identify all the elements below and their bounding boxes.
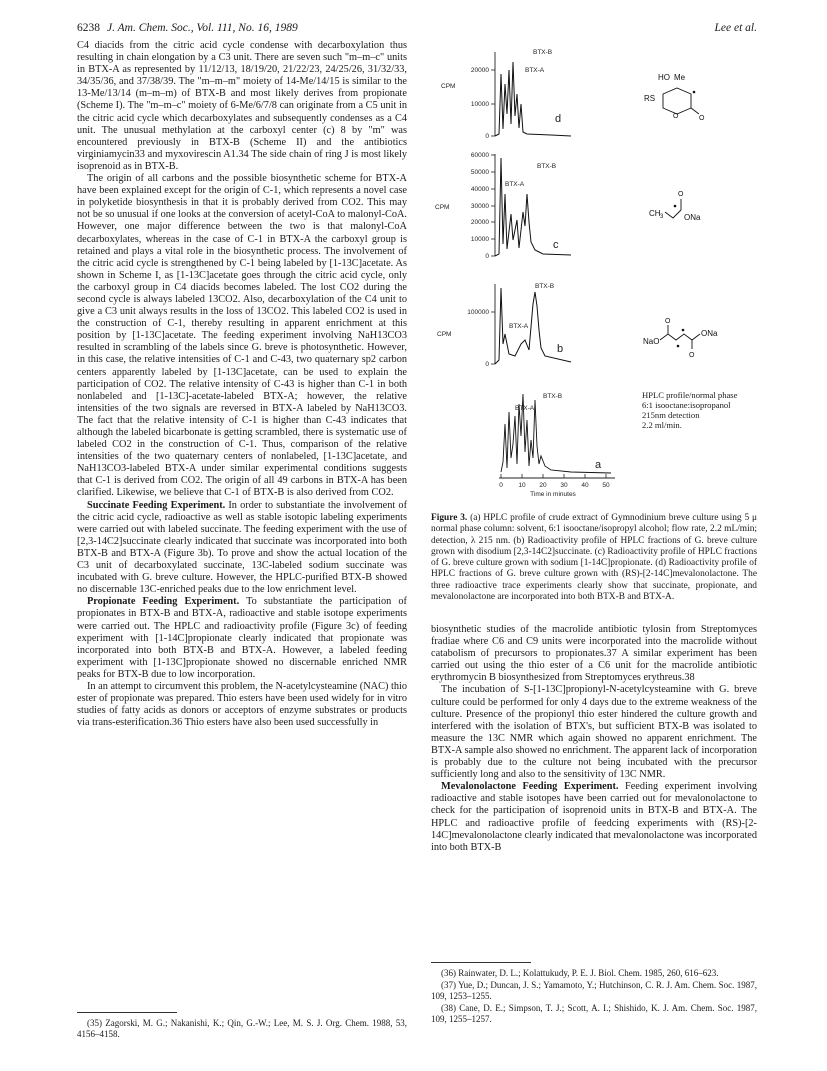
right-column	[431, 624, 757, 854]
tick-label: 0	[485, 133, 489, 140]
peak-label: BTX-A	[505, 181, 525, 188]
structure-label: RS	[644, 94, 656, 103]
hplc-line: 6:1 isooctane:isopropanol	[642, 400, 731, 410]
structure-label: O	[665, 318, 671, 325]
left-column	[77, 40, 407, 729]
footnote: (38) Cane, D. E.; Simpson, T. J.; Scott, A. I.; Shishido, K. J. Am. Chem. Soc. 1987, 109, 1255–1257.	[431, 1003, 757, 1024]
tick-label: 60000	[470, 152, 489, 159]
tick-label: 50	[602, 482, 610, 489]
left-footnotes	[77, 1018, 407, 1041]
section-heading: Mevalonolactone Feeding Experiment.	[441, 781, 619, 793]
tick-label: 10000	[470, 236, 489, 243]
mevalonolactone-structure	[644, 73, 705, 122]
tick-label: 20000	[470, 67, 489, 74]
tick-label: 20	[539, 482, 547, 489]
paragraph: In an attempt to circumvent this problem, the N-acetylcysteamine (NAC) thio ester of propionate was prepared. Thio esters have been used widely for in vitro studies of fatty acids as donors or acceptors of enzyme substrates or products via trans-esterification.36 Thio esters have also been used successfully in	[77, 680, 407, 729]
succinate-structure	[643, 318, 718, 359]
paragraph-text: Feeding experiment involving radioactive and stable isotopes have been carried out for mevalonolactone to check for the participation of isoprenoid units in BTX-B and BTX-A. The HPLC and radioactive profile of feedcing experiments with (RS)-[2-14C]mevalonolactone clearly indicated that mevalonolactone was incorporated into both BTX-B	[431, 781, 758, 853]
panel-c	[435, 152, 571, 260]
peak-label: BTX-A	[525, 67, 545, 74]
section-heading: Succinate Feeding Experiment.	[87, 499, 226, 511]
right-footnotes	[431, 968, 757, 1026]
paragraph	[431, 781, 757, 854]
structure-label: O	[699, 115, 705, 122]
caption-label: Figure 3.	[431, 513, 468, 523]
hplc-conditions	[642, 390, 737, 430]
paragraph: The incubation of S-[1-13C]propionyl-N-acetylcysteamine with G. breve culture could be performed for only 4 days due to the extreme weakness of the culture. Presence of the propionyl thio ester hindered the culture growth and interfered with the isolation of BTX's, but sufficient BTX-B was isolated to measure the 13C NMR which again showed no apparent enrichment. The BTX-A sample also showed no enrichment. The apparent lack of incorporation is probably due to the culture not being incubated with the precursor sufficiently long and also to the sensitivity of 13C NMR.	[431, 684, 757, 781]
peak-label: BTX-B	[537, 163, 557, 170]
tick-label: 0	[499, 482, 503, 489]
structure-label: O	[689, 352, 695, 359]
figure-3	[431, 44, 761, 510]
hplc-line: 2.2 ml/min.	[642, 420, 682, 430]
footnote-rule	[77, 1012, 177, 1013]
panel-b	[437, 283, 571, 368]
paragraph-text: To substantiate the participation of propionates in BTX-B and BTX-A, radioactive and stable isotope experiments were carried out. The HPLC and radioactivity profile (Figure 3c) of feeding experiment with [1-14C]propionate clearly indicated that propionate was incorporated into both BTX-B and BTX-A. However, a labeled feeding experiment with [1-13C]propionate showed no discernable enriched NMR peaks for BTX-B due to low incorporation.	[77, 596, 407, 680]
tick-label: 20000	[470, 219, 489, 226]
structure-label: O	[673, 113, 679, 120]
paragraph	[77, 596, 407, 681]
panel-letter: c	[553, 239, 559, 251]
footnote: (36) Rainwater, D. L.; Kolattukudy, P. E. J. Biol. Chem. 1985, 260, 616–623.	[441, 968, 719, 978]
y-axis-label: CPM	[441, 83, 456, 90]
paragraph	[77, 500, 407, 597]
tick-label: 40000	[470, 186, 489, 193]
panel-a	[499, 393, 615, 498]
tick-label: 30000	[470, 203, 489, 210]
panel-letter: b	[557, 343, 564, 355]
paragraph-text: In order to substantiate the involvement of the citric acid cycle, radioactive as well as stable isotopic labeling experiments were carried out with labeled succinate. The feeding experiment with the use of [2,3-14C2]succinate clearly indicated that succinate was incorporated into both BTX-B and BTX-A (Figure 3b). To prove and show the actual location of the C3 unit of decarboxylated succinate, 13C-labeled sodium succinate was incubated with G. breve culture. However, the HPLC-purified BTX-B showed no discernable 13C-enriched peaks due to the low enrichment level.	[77, 499, 407, 596]
structure-label: HO	[658, 73, 670, 82]
structure-label: NaO	[643, 337, 660, 346]
tick-label: 100000	[467, 309, 489, 316]
structure-label: O	[678, 191, 684, 198]
peak-label: BTX-A	[515, 405, 535, 412]
running-header	[77, 22, 757, 38]
figure-graphic	[431, 44, 761, 510]
footnote: (35) Zagorski, M. G.; Nakanishi, K.; Qin, G.-W.; Lee, M. S. J. Org. Chem. 1988, 53, 4156–4158.	[77, 1018, 407, 1039]
structure-label: ONa	[684, 213, 701, 222]
hplc-line: HPLC profile/normal phase	[642, 390, 738, 400]
figure-caption	[431, 513, 757, 603]
y-axis-label: CPM	[437, 331, 452, 338]
running-authors: Lee et al.	[714, 22, 757, 34]
section-heading: Propionate Feeding Experiment.	[87, 596, 240, 608]
tick-label: 10	[518, 482, 526, 489]
structure-label: ONa	[701, 329, 718, 338]
page-number: 6238	[77, 22, 100, 34]
peak-label: BTX-B	[535, 283, 555, 290]
paragraph: C4 diacids from the citric acid cycle condense with decarboxylation thus resulting in chain elongation by a C3 unit. There are seven such "m–m–c" units in BTX-A as represented by 11/12/13, 18/19/20, 21/22/23, 24/25/26, 31/32/33, 34/35/36, and 37/38/39. The "m–m–m" moiety of 14-Me/14/15 is similar to the 13-Me/13/14 (m–m–m) of BTX-B and most likely derives from propionate (Scheme I). The "m–m–c" moiety of 6-Me/6/7/8 can originate from a C5 unit in the citric acid cycle which decarboxylates and subsequently condenses as a C4 unit. The unusual methylation at the carboxyl center (c) 8 by "m" was encountered previously in BTX-B (Scheme II) and the antibiotics virginiamycin33 and myxovirescin A1.34 The side chain of ring J is most likely isoprenoid as in BTX-B.	[77, 40, 407, 172]
peak-label: BTX-A	[509, 323, 529, 330]
tick-label: 0	[485, 253, 489, 260]
tick-label: 40	[581, 482, 589, 489]
panel-letter: d	[555, 113, 562, 125]
footnote-rule	[431, 962, 531, 963]
peak-label: BTX-B	[543, 393, 563, 400]
propionate-structure	[649, 191, 701, 222]
caption-text: (a) HPLC profile of crude extract of Gymnodinium breve culture using 5 μ normal phase column: solvent, 6:1 isooctane/isopropyl alcohol; flow rate, 2.2 mL/min; detection, λ 215 nm. (b) Radioactivity profile of HPLC fractions of G. breve culture grown with disodium [2,3-14C2]succinate. (c) Radioactivity profile of HPLC fractions of G. breve culture grown with sodium [1-14C]propionate. (d) Radioactivity profile of HPLC fractions of G. breve culture grown with (RS)-[2-14C]mevalonolactone. The three radioactive trace experiments clearly show that succinate, propionate, and mevalonolactone are incorporated into both BTX-B and BTX-A.	[431, 513, 757, 603]
x-axis-label: Time in minutes	[530, 491, 576, 498]
panel-d	[441, 49, 571, 140]
tick-label: 30	[560, 482, 568, 489]
paragraph: The origin of all carbons and the possible biosynthetic scheme for BTX-A have been explained except for the origin of C-1, which represents a novel case in polyketide biosynthesis in that it is probably derived from CO2. This may not be so unusual if one looks at the conversion of acetyl-CoA to malonyl-CoA. However, one major difference between the two is that malonyl-CoA decarboxylates, whereas in the case of C-1 in BTX-A the carboxyl group is retained and plays a vital role in the biosynthetic process. The involvement of the citric acid cycle is strengthened by C-1 being labeled by [1-13C]acetate. As shown in Scheme I, as [1-13C]acetate goes through the citric acid cycle, only the carboxyl group in C4 diacids becomes labeled. The lost CO2 during the second cycle is always labeled 13CO2. Also, decarboxylation of the C4 unit to give a C3 unit always results in the loss of 13CO2. This labeled CO2 is used in the construction of C-1, thereby resulting in apparent enrichment at this position by [1-13C]acetate. The feeding experiment involving NaH13CO3 resulted in scrambling of the labels since G. breve is photosynthetic. However, in this case, the relative intensities of C-1 and C-43, two quaternary sp2 carbon centers apparently labeled by [1-13C]acetate, can be used to explain the participation of CO2. The relative intensity of C-43 is higher than C-1 in both nonlabeled and [1-13C]-acetate-labeled BTX-A; however, the relative intensities of the two signals are reversed in BTX-A labeled by NaH13CO3. The fact that the relative intensity of C-1 is higher than C-43 indicates that although the labeled bicarbonate is getting scrambled, there is systematic use of labeled CO2 in the construction of C-1. Thus, comparison of the relative intensities of the two quaternary centers of nonlabeled, [1-13C]acetate, and NaH13CO3-labeled BTX-A under similar experimental conditions suggests that C-1 is derived from CO2. The origin of all 49 carbons in BTX-A has been clarified. Likewise, we believe that C-1 of BTX-B is also derived from CO2.	[77, 173, 407, 499]
tick-label: 10000	[470, 101, 489, 108]
hplc-line: 215nm detection	[642, 410, 700, 420]
footnote: (37) Yue, D.; Duncan, J. S.; Yamamoto, Y.; Hutchinson, C. R. J. Am. Chem. Soc. 1987, 109, 1253–1255.	[431, 980, 757, 1001]
structure-label: CH	[649, 209, 661, 218]
structure-label: 3	[660, 214, 664, 220]
panel-letter: a	[595, 459, 602, 471]
paragraph: biosynthetic studies of the macrolide antibiotic tylosin from Streptomyces fradiae where C6 and C9 units were incorporated into the macrolide without catabolism of precursors to propionates.37 A similar experiment has been carried out using the thio ester of a C6 unit for the macrolide antibiotic erythromycin B biosynthesized from Streptomyces erythreus.38	[431, 624, 757, 684]
tick-label: 50000	[470, 169, 489, 176]
tick-label: 0	[485, 361, 489, 368]
y-axis-label: CPM	[435, 204, 450, 211]
structure-label: Me	[674, 73, 686, 82]
peak-label: BTX-B	[533, 49, 553, 56]
journal-citation: J. Am. Chem. Soc., Vol. 111, No. 16, 1989	[107, 22, 298, 34]
